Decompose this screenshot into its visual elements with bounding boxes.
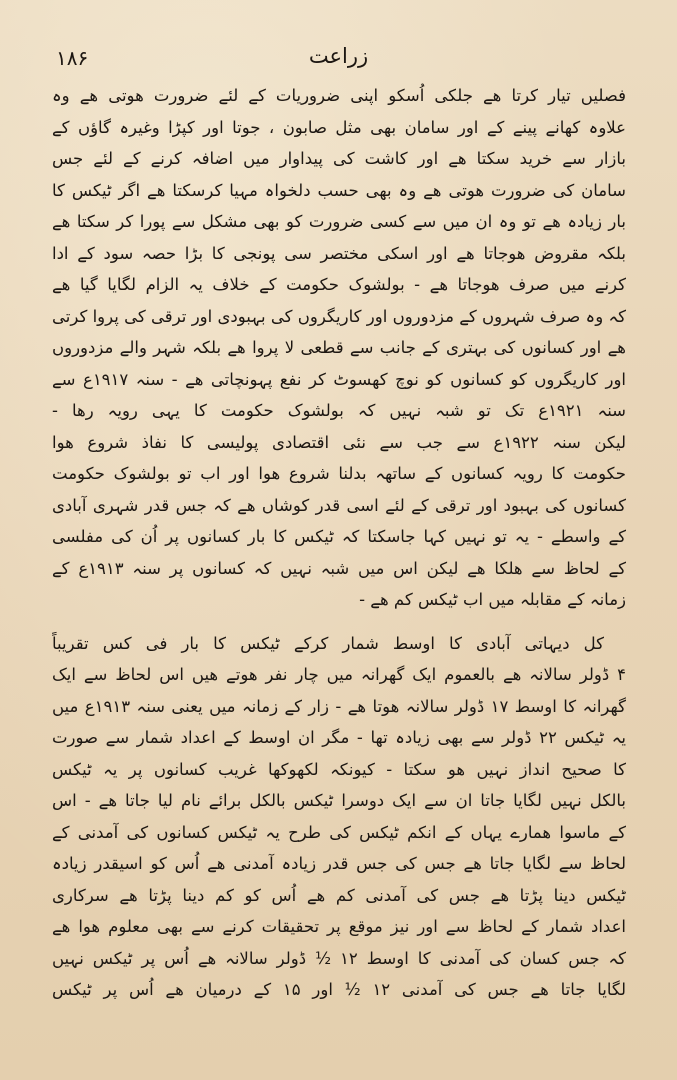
- paragraph-gap: [52, 616, 626, 628]
- text-line: بلکہ مقروض ھوجاتا ھے اور اسکی مختصر سی پونجی کا بڑا حصہ سود کے ادا: [52, 243, 626, 263]
- text-line: حکومت کا رویہ کسانوں کے ساتھہ بدلنا شروع ھوا اور اب تو بولشوک حکومت: [52, 464, 626, 483]
- text-line: ۴ ڈولر سالانہ ھے بالعموم ایک گھرانہ میں چار نفر ھوتے ھیں اس لحاظ سے ایک: [52, 665, 626, 684]
- text-line: کل دیہاتی آبادی کا اوسط شمار کرکے ٹیکس کا بار فی کس تقریباً: [52, 633, 604, 653]
- text-line: بالکل نہیں لگایا جاتا ان سے ایک دوسرا ٹیکس بالکل برائے نام لیا جاتا ھے - اس: [52, 791, 626, 810]
- text-line: سنہ ۱۹۲۱ع تک تو شبہ نہیں کہ بولشوک حکومت کا یہی رویہ رھا -: [52, 401, 626, 420]
- text-line: علاوہ کھانے پینے کے اور سامان بھی مثل صابون ، جوتا اور کپڑا وغیرہ گاؤں کے: [52, 117, 626, 137]
- text-line: سامان کی ضرورت ھوتی ھے وہ بھی حسب دلخواہ مہیا کرسکتا ھے اگر ٹیکس کا: [52, 180, 626, 200]
- text-line: ٹیکس دینا پڑتا ھے جس کی آمدنی کم ھے اُس کو کم دینا پڑتا ھے سرکاری: [52, 885, 626, 905]
- page-header: [0, 38, 677, 78]
- page-number: ۱۸۶: [56, 46, 89, 70]
- text-line: بازار سے خرید سکتا ھے اور کاشت کی پیداوار میں اضافہ کرنے کے لئے جس: [52, 149, 626, 168]
- text-line: بار زیادہ ھے تو وہ ان میں سے کسی ضرورت کو بھی مشکل سے پورا کر سکتا ھے: [52, 212, 626, 231]
- paragraph-1: [52, 80, 626, 616]
- text-line: لگایا جاتا ھے جس کی آمدنی ۱۲ ½ اور ۱۵ کے درمیان ھے اُس پر ٹیکس: [52, 980, 626, 999]
- text-line: کرنے میں صرف ھوجاتا ھے - بولشوک حکومت کے خلاف یہ الزام لگایا گیا ھے: [52, 275, 626, 294]
- body-text: [52, 80, 626, 1006]
- text-line: کے ماسوا ھمارے یہاں کے انکم ٹیکس کی طرح یہ ٹیکس کسانوں کی آمدنی کے: [52, 822, 626, 842]
- text-line: ھے اور کسانوں کی بہتری کے جانب سے قطعی لا پروا ھے بلکہ شہر والے مزدوروں: [52, 338, 626, 357]
- text-line: کسانوں کی بہبود اور ترقی کے لئے اسی قدر کوشاں ھے کہ جس قدر شہری آبادی: [52, 495, 626, 515]
- text-line: لحاظ سے لگایا جاتا ھے جس کی جس قدر زیادہ آمدنی ھے اُس کو اسیقدر زیادہ: [52, 854, 626, 873]
- running-title: زراعت: [308, 44, 369, 68]
- text-line: کہ جس کسان کی آمدنی کا اوسط ۱۲ ½ ڈولر سالانہ ھے اُس پر ٹیکس نہیں: [52, 948, 626, 968]
- text-line: اور کاریگروں کو کسانوں کو نوچ کھسوٹ کر نفع پہونچاتی ھے - سنہ ۱۹۱۷ع سے: [52, 369, 626, 389]
- text-line: کے لحاظ سے ھلکا ھے لیکن اس میں شبہ نہیں کہ کسانوں پر سنہ ۱۹۱۳ع کے: [52, 558, 626, 578]
- text-line: یہ ٹیکس ۲۲ ڈولر سے بھی زیادہ تھا - مگر ان اوسط کے اعداد شمار سے صورت: [52, 728, 626, 747]
- text-line: کا صحیح انداز نہیں ھو سکتا - کیونکہ لکھوکھا غریب کسانوں پر یہ ٹیکس: [52, 759, 626, 779]
- text-line: اعداد شمار کے لحاظ سے اور نیز موقع پر تحقیقات کرنے سے بھی معلوم ھوا ھے: [52, 917, 626, 936]
- text-line: گھرانہ کا اوسط ۱۷ ڈولر سالانہ ھوتا ھے - زار کے زمانہ میں یعنی سنہ ۱۹۱۳ع میں: [52, 696, 626, 716]
- text-line: فصلیں تیار کرتا ھے جلکی اُسکو اپنی ضروریات کے لئے ضرورت ھوتی ھے وہ: [52, 86, 626, 105]
- text-line: کہ وہ صرف شہروں کے مزدوروں اور کاریگروں کی بہبودی اور ترقی کی پروا کرتی: [52, 306, 626, 326]
- paragraph-2: [52, 628, 626, 1006]
- text-line: کے واسطے - یہ تو نہیں کہا جاسکتا کہ ٹیکس کا بار کسانوں پر اُن کی مفلسی: [52, 527, 626, 546]
- text-line: لیکن سنہ ۱۹۲۲ع سے جب سے نئی اقتصادی پولیسی کا نفاذ شروع ھوا: [52, 432, 626, 452]
- text-line: زمانہ کے مقابلہ میں اب ٹیکس کم ھے -: [359, 590, 626, 609]
